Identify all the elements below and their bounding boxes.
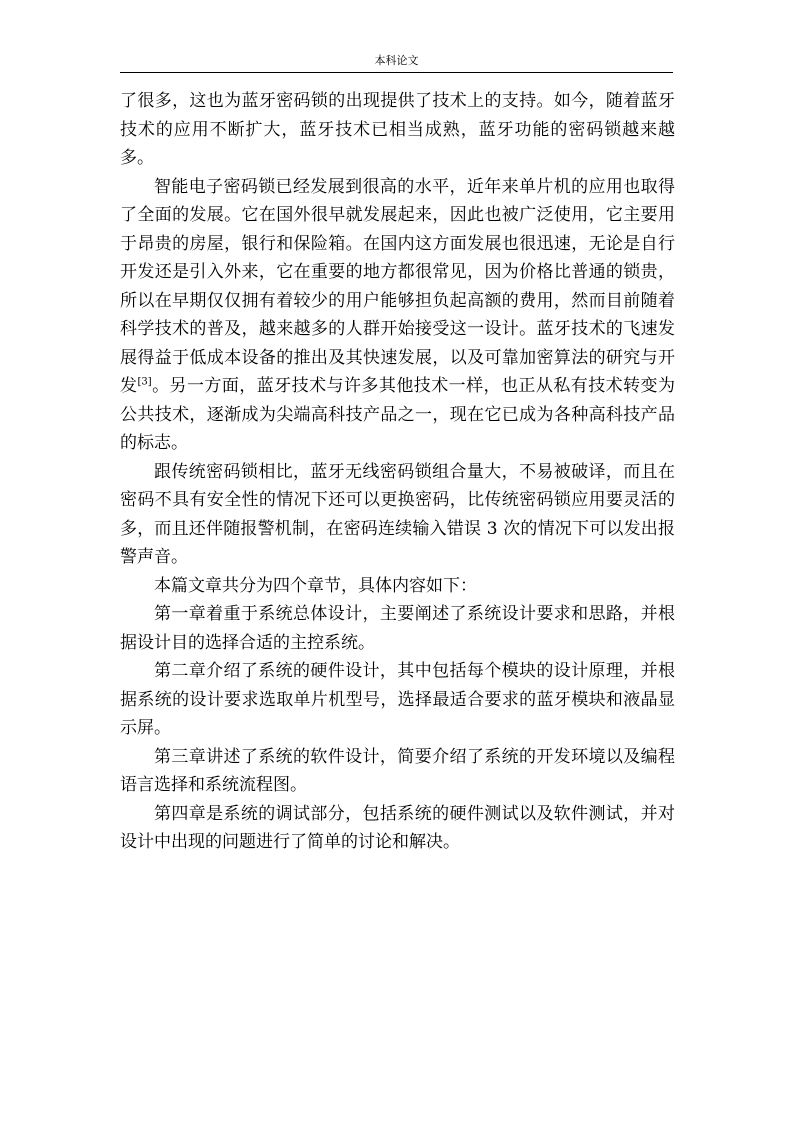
paragraph-chapter-2: 第二章介绍了系统的硬件设计，其中包括每个模块的设计原理，并根据系统的设计要求选取单片机型号，选择最适合要求的蓝牙模块和液晶显示屏。 — [120, 661, 675, 738]
paragraph-text-after-citation: 。另一方面，蓝牙技术与许多其他技术一样，也正从私有技术转变为公共技术，逐渐成为尖端高科技产品之一，现在它已成为各种高科技产品的标志。 — [120, 376, 676, 453]
paragraph-chapter-4: 第四章是系统的调试部分，包括系统的硬件测试以及软件测试，并对设计中出现的问题进行了简单的讨论和解决。 — [120, 803, 675, 852]
paragraph-chapter-1: 第一章着重于系统总体设计，主要阐述了系统设计要求和思路，并根据设计目的选择合适的主控系统。 — [120, 604, 675, 653]
paragraph-comparison: 跟传统密码锁相比，蓝牙无线密码锁组合量大，不易被破译，而且在密码不具有安全性的情况下还可以更换密码，比传统密码锁应用要灵活的多，而且还伴随报警机制，在密码连续输入错误 3 次的情况下可以发出报警声音。 — [120, 461, 675, 567]
header-title: 本科论文 — [374, 54, 419, 67]
paragraph-continuation: 了很多，这也为蓝牙密码锁的出现提供了技术上的支持。如今，随着蓝牙技术的应用不断扩大，蓝牙技术已相当成熟，蓝牙功能的密码锁越来越多。 — [120, 91, 675, 168]
body-text — [120, 87, 675, 857]
paragraph-outline-intro: 本篇文章共分为四个章节，具体内容如下： — [154, 575, 477, 596]
running-header — [120, 50, 673, 73]
citation-ref: [3] — [137, 376, 152, 388]
paragraph-text-before-citation: 智能电子密码锁已经发展到很高的水平，近年来单片机的应用也取得了全面的发展。它在国外很早就发展起来，因此也被广泛使用，它主要用于昂贵的房屋，银行和保险箱。在国内这方面发展也很迅速，无论是自行开发还是引入外来，它在重要的地方都很常见，因为价格比普通的锁贵，所以在早期仅仅拥有着较少的用户能够担负起高额的费用，然而目前随着科学技术的普及，越来越多的人群开始接受这一设计。蓝牙技术的飞速发展得益于低成本设备的推出及其快速发展，以及可靠加密算法的研究与开发 — [120, 176, 675, 396]
paragraph-smart-lock-development — [120, 173, 675, 458]
paragraph-chapter-3: 第三章讲述了系统的软件设计，简要介绍了系统的开发环境以及编程语言选择和系统流程图。 — [120, 746, 675, 795]
